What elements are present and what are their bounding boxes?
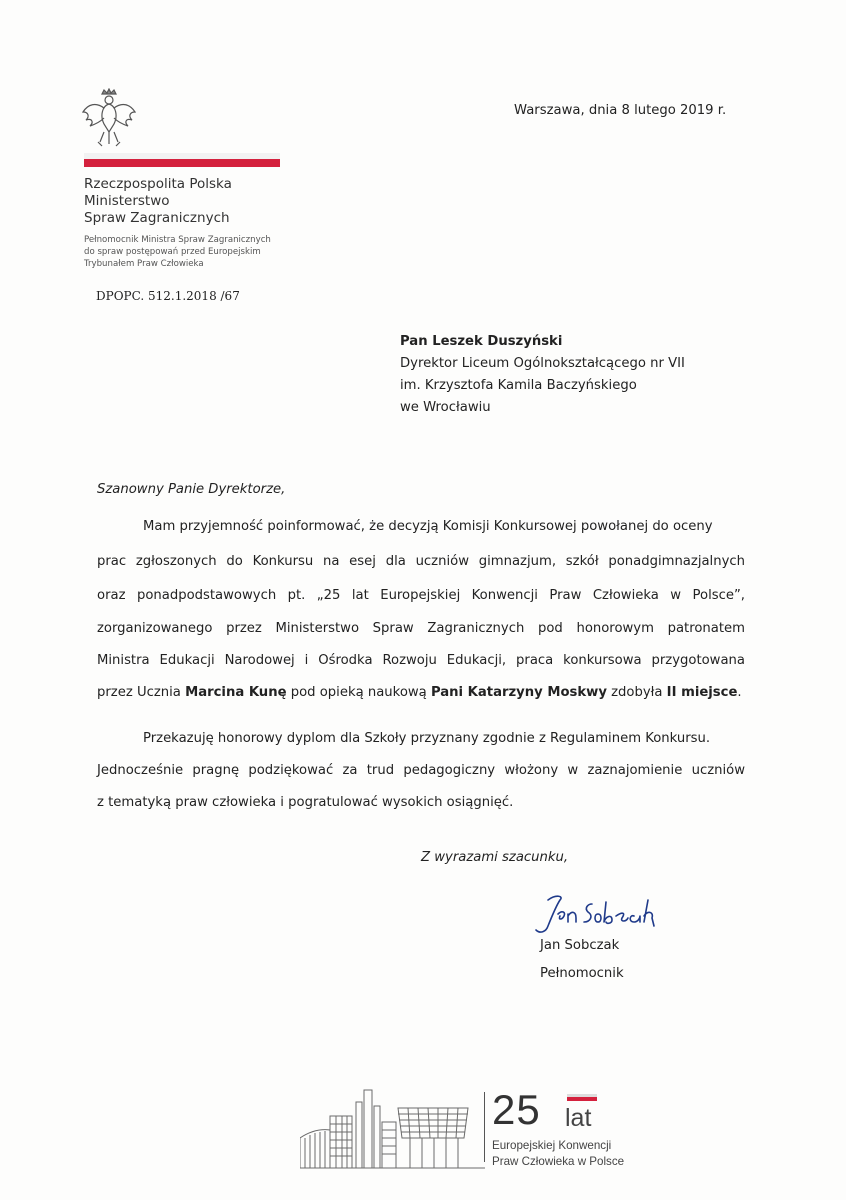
text-span: .: [737, 685, 742, 700]
flag-stripe-red: [84, 159, 280, 167]
footer-divider: [484, 1092, 485, 1162]
paragraph-line: prac zgłoszonych do Konkursu na esej dla uczniów gimnazjum, szkół ponadgimnazjalnych: [97, 554, 745, 569]
handwritten-signature: [530, 892, 670, 936]
text-span: przez Ucznia: [97, 685, 186, 700]
signatory-name: Jan Sobczak: [540, 938, 620, 953]
paragraph-line: Przekazuję honorowy dyplom dla Szkoły przyznany zgodnie z Regulaminem Konkursu.: [143, 731, 711, 746]
award-place: II miejsce: [666, 685, 738, 700]
text-span: zdobyła: [606, 685, 667, 700]
logo-subtitle-2: Praw Człowieka w Polsce: [492, 1155, 625, 1168]
addressee-line-1: Dyrektor Liceum Ogólnokształcącego nr VII: [400, 356, 685, 371]
student-name: Marcina Kunę: [185, 685, 287, 700]
logo-flag-red: [567, 1097, 597, 1101]
paragraph-line: Jednocześnie pragnę podziękować za trud pedagogiczny włożony w zaznajomienie uczniów: [97, 763, 745, 778]
letterhead-sub-2: do spraw postępowań przed Europejskim: [84, 247, 261, 257]
building-illustration-icon: [300, 1078, 485, 1173]
paragraph-line: zorganizowanego przez Ministerstwo Spraw Zagranicznych pod honorowym patronatem: [97, 621, 745, 636]
logo-subtitle-1: Europejskiej Konwencji: [492, 1139, 612, 1152]
addressee-name: Pan Leszek Duszyński: [400, 334, 563, 349]
logo-word: lat: [565, 1104, 592, 1132]
addressee-line-3: we Wrocławiu: [400, 400, 491, 415]
text-span: pod opieką naukową: [286, 685, 431, 700]
letterhead-line-1: Rzeczpospolita Polska: [84, 176, 232, 192]
letterhead-line-3: Spraw Zagranicznych: [84, 210, 230, 226]
paragraph-line-last: [97, 677, 757, 709]
addressee-line-2: im. Krzysztofa Kamila Baczyńskiego: [400, 378, 637, 393]
salutation: Szanowny Panie Dyrektorze,: [97, 482, 286, 497]
paragraph-line: Ministra Edukacji Narodowej i Ośrodka Rozwoju Edukacji, praca konkursowa przygotowana: [97, 653, 745, 668]
logo-number: 25: [492, 1086, 541, 1133]
paragraph-line: oraz ponadpodstawowych pt. „25 lat Europejskiej Konwencji Praw Człowieka w Polsce”,: [97, 588, 745, 603]
signatory-title: Pełnomocnik: [540, 966, 624, 981]
paragraph-line: z tematyką praw człowieka i pogratulować wysokich osiągnięć.: [97, 795, 514, 810]
polish-eagle-emblem-icon: [80, 88, 138, 148]
letterhead-sub-3: Trybunałem Praw Człowieka: [84, 259, 204, 269]
letterhead-sub-1: Pełnomocnik Ministra Spraw Zagranicznych: [84, 235, 271, 245]
reference-number: DPOPC. 512.1.2018 /67: [96, 289, 240, 303]
closing-phrase: Z wyrazami szacunku,: [421, 850, 569, 865]
teacher-name: Pani Katarzyny Moskwy: [430, 685, 607, 700]
letter-date: Warszawa, dnia 8 lutego 2019 r.: [514, 103, 727, 118]
letterhead-line-2: Ministerstwo: [84, 193, 170, 209]
paragraph-line: Mam przyjemność poinformować, że decyzją Komisji Konkursowej powołanej do oceny: [143, 519, 713, 534]
